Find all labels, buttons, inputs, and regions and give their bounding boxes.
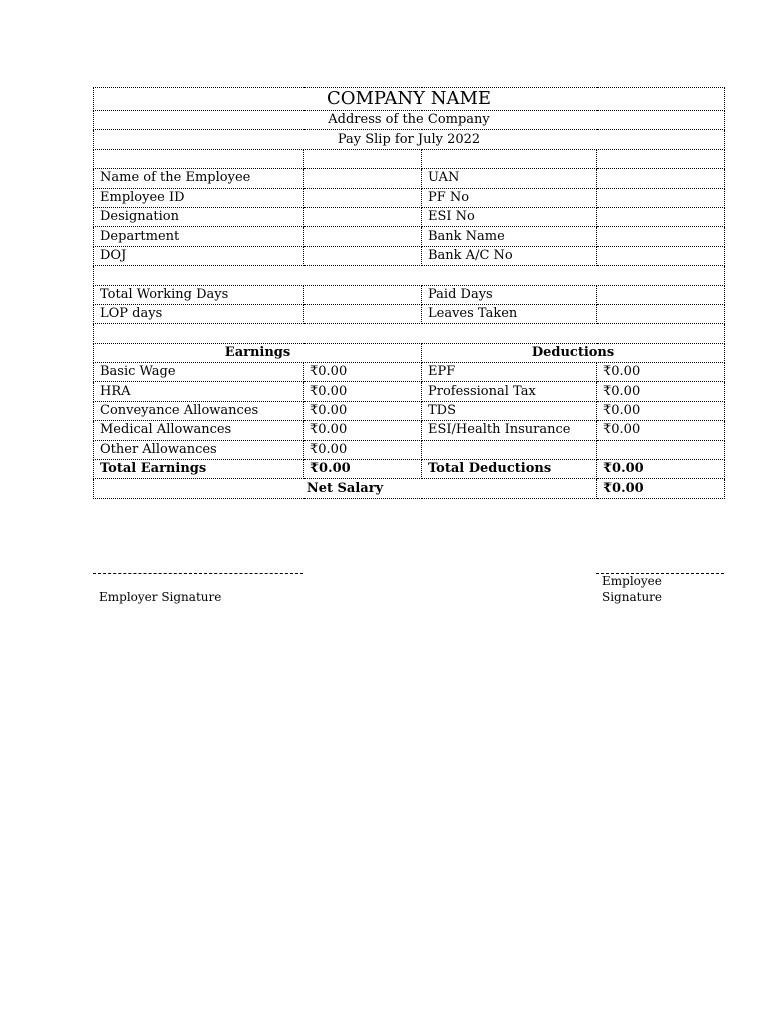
- earnings-heading: Earnings: [94, 343, 422, 362]
- doj-label: DOJ: [94, 246, 304, 265]
- department-label: Department: [94, 227, 304, 246]
- epf-value: ₹0.00: [597, 363, 725, 382]
- uan-value: [597, 169, 725, 188]
- bank-name-value: [597, 227, 725, 246]
- table-row: [94, 169, 725, 188]
- working-days-value: [304, 285, 422, 304]
- employee-signature-line1: Employee: [602, 574, 662, 588]
- company-name: COMPANY NAME: [94, 88, 725, 111]
- total-deductions-label: Total Deductions: [422, 460, 597, 479]
- net-salary-row: [94, 479, 725, 498]
- deductions-heading: Deductions: [422, 343, 725, 362]
- pf-no-value: [597, 188, 725, 207]
- medical-value: ₹0.00: [304, 421, 422, 440]
- conveyance-label: Conveyance Allowances: [94, 401, 304, 420]
- designation-label: Designation: [94, 207, 304, 226]
- conveyance-value: ₹0.00: [304, 401, 422, 420]
- employer-signature-label: Employer Signature: [99, 590, 222, 604]
- paid-days-label: Paid Days: [422, 285, 597, 304]
- medical-label: Medical Allowances: [94, 421, 304, 440]
- professional-tax-label: Professional Tax: [422, 382, 597, 401]
- net-salary-label: Net Salary: [94, 479, 597, 498]
- employee-name-label: Name of the Employee: [94, 169, 304, 188]
- table-row: [94, 227, 725, 246]
- pay-slip-title: Pay Slip for July 2022: [94, 130, 725, 149]
- employer-signature-line: [93, 573, 303, 574]
- table-row: [94, 304, 725, 323]
- department-value: [304, 227, 422, 246]
- section-heading-row: [94, 343, 725, 362]
- table-row: [94, 401, 725, 420]
- bank-ac-label: Bank A/C No: [422, 246, 597, 265]
- employee-signature-label: [602, 573, 662, 605]
- table-row: [94, 207, 725, 226]
- lop-days-label: LOP days: [94, 304, 304, 323]
- professional-tax-value: ₹0.00: [597, 382, 725, 401]
- hra-value: ₹0.00: [304, 382, 422, 401]
- epf-label: EPF: [422, 363, 597, 382]
- table-row: [94, 363, 725, 382]
- table-row: [94, 188, 725, 207]
- net-salary-value: ₹0.00: [597, 479, 725, 498]
- total-earnings-value: ₹0.00: [304, 460, 422, 479]
- esi-no-label: ESI No: [422, 207, 597, 226]
- employee-id-label: Employee ID: [94, 188, 304, 207]
- bank-ac-value: [597, 246, 725, 265]
- uan-label: UAN: [422, 169, 597, 188]
- blank-row: [94, 149, 725, 168]
- tds-label: TDS: [422, 401, 597, 420]
- esi-health-value: ₹0.00: [597, 421, 725, 440]
- employee-name-value: [304, 169, 422, 188]
- paid-days-value: [597, 285, 725, 304]
- table-row: [94, 382, 725, 401]
- blank-row: [94, 266, 725, 285]
- employee-signature-line2: Signature: [602, 590, 663, 604]
- table-row: [94, 246, 725, 265]
- company-address: Address of the Company: [94, 111, 725, 130]
- total-earnings-label: Total Earnings: [94, 460, 304, 479]
- other-allowances-value: ₹0.00: [304, 440, 422, 459]
- esi-no-value: [597, 207, 725, 226]
- hra-label: HRA: [94, 382, 304, 401]
- esi-health-label: ESI/Health Insurance: [422, 421, 597, 440]
- leaves-taken-value: [597, 304, 725, 323]
- doj-value: [304, 246, 422, 265]
- blank-row: [94, 324, 725, 343]
- employee-id-value: [304, 188, 422, 207]
- basic-wage-value: ₹0.00: [304, 363, 422, 382]
- basic-wage-label: Basic Wage: [94, 363, 304, 382]
- tds-value: ₹0.00: [597, 401, 725, 420]
- total-deductions-value: ₹0.00: [597, 460, 725, 479]
- totals-row: [94, 460, 725, 479]
- pf-no-label: PF No: [422, 188, 597, 207]
- other-allowances-label: Other Allowances: [94, 440, 304, 459]
- leaves-taken-label: Leaves Taken: [422, 304, 597, 323]
- table-row: [94, 440, 725, 459]
- bank-name-label: Bank Name: [422, 227, 597, 246]
- pay-slip-table: [93, 87, 725, 499]
- table-row: [94, 421, 725, 440]
- designation-value: [304, 207, 422, 226]
- working-days-label: Total Working Days: [94, 285, 304, 304]
- table-row: [94, 285, 725, 304]
- lop-days-value: [304, 304, 422, 323]
